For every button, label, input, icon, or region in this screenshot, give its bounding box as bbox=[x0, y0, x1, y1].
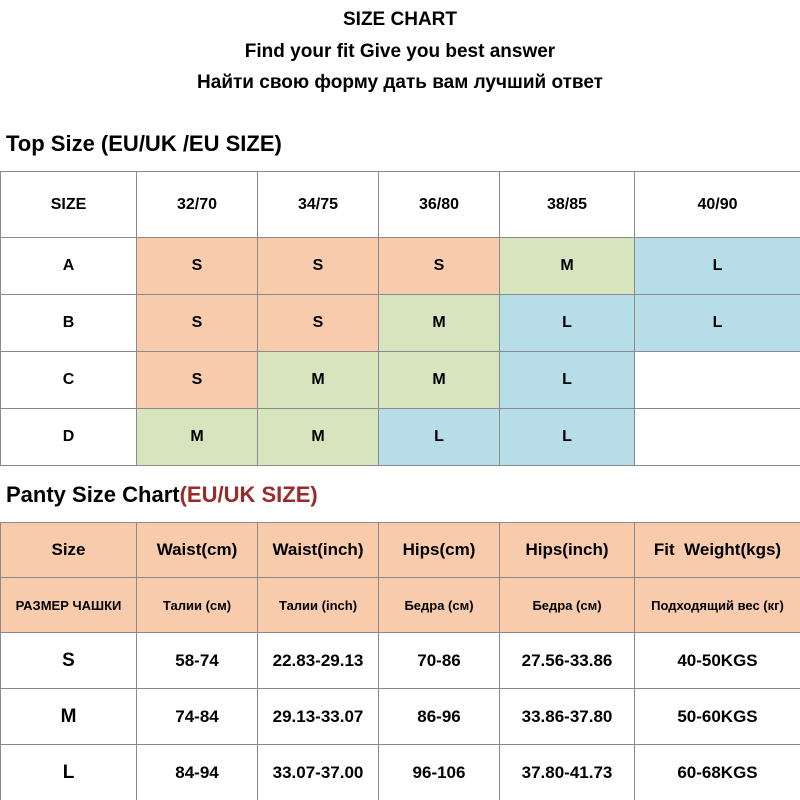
column-header: Бедра (см) bbox=[379, 578, 500, 633]
cup-label: B bbox=[1, 295, 137, 352]
size-cell: M bbox=[379, 295, 500, 352]
size-cell: S bbox=[258, 238, 379, 295]
subtitle-russian: Найти свою форму дать вам лучший ответ bbox=[197, 72, 603, 93]
size-cell: M bbox=[258, 409, 379, 466]
panty-size-table bbox=[0, 522, 800, 800]
top-size-title: Top Size (EU/UK /EU SIZE) bbox=[6, 131, 282, 156]
size-cell: L bbox=[635, 238, 800, 295]
top-size-header-row bbox=[1, 172, 800, 238]
chart-header bbox=[0, 0, 800, 115]
size-cell: L bbox=[500, 352, 635, 409]
empty-cell bbox=[635, 409, 800, 466]
column-header: Waist(inch) bbox=[258, 523, 379, 578]
table-cell: 84-94 bbox=[137, 745, 258, 800]
page-title: SIZE CHART bbox=[343, 9, 457, 30]
panty-title-accent: (EU/UK SIZE) bbox=[179, 482, 318, 507]
size-label: M bbox=[1, 689, 137, 745]
column-header: 40/90 bbox=[635, 172, 800, 238]
table-cell: 74-84 bbox=[137, 689, 258, 745]
table-row bbox=[1, 689, 800, 745]
table-row bbox=[1, 238, 800, 295]
cup-label: D bbox=[1, 409, 137, 466]
panty-title-main: Panty Size Chart bbox=[6, 482, 180, 507]
table-cell: 86-96 bbox=[379, 689, 500, 745]
column-header: Подходящий вес (кг) bbox=[635, 578, 800, 633]
panty-size-title bbox=[0, 468, 800, 522]
size-cell: L bbox=[500, 409, 635, 466]
size-cell: M bbox=[500, 238, 635, 295]
column-header: Waist(cm) bbox=[137, 523, 258, 578]
table-cell: 22.83-29.13 bbox=[258, 633, 379, 689]
size-cell: L bbox=[635, 295, 800, 352]
column-header: Талии (см) bbox=[137, 578, 258, 633]
empty-cell bbox=[635, 352, 800, 409]
column-header: Size bbox=[1, 523, 137, 578]
table-cell: 33.86-37.80 bbox=[500, 689, 635, 745]
panty-header-row-english bbox=[1, 523, 800, 578]
column-header: 32/70 bbox=[137, 172, 258, 238]
size-label: S bbox=[1, 633, 137, 689]
subtitle-english: Find your fit Give you best answer bbox=[244, 41, 556, 62]
column-header: Fit Weight(kgs) bbox=[635, 523, 800, 578]
table-cell: 60-68KGS bbox=[635, 745, 800, 800]
size-cell: M bbox=[137, 409, 258, 466]
size-cell: S bbox=[379, 238, 500, 295]
cup-label: A bbox=[1, 238, 137, 295]
table-row bbox=[1, 295, 800, 352]
column-header: Талии (inch) bbox=[258, 578, 379, 633]
size-cell: S bbox=[137, 352, 258, 409]
table-cell: 40-50KGS bbox=[635, 633, 800, 689]
top-size-table bbox=[0, 171, 800, 466]
size-cell: L bbox=[500, 295, 635, 352]
table-cell: 70-86 bbox=[379, 633, 500, 689]
table-row bbox=[1, 745, 800, 800]
size-cell: S bbox=[137, 238, 258, 295]
column-header: РАЗМЕР ЧАШКИ bbox=[1, 578, 137, 633]
table-cell: 50-60KGS bbox=[635, 689, 800, 745]
table-cell: 58-74 bbox=[137, 633, 258, 689]
table-row bbox=[1, 409, 800, 466]
size-label: L bbox=[1, 745, 137, 800]
column-header: 34/75 bbox=[258, 172, 379, 238]
table-row bbox=[1, 352, 800, 409]
cup-label: C bbox=[1, 352, 137, 409]
size-cell: S bbox=[137, 295, 258, 352]
table-row bbox=[1, 633, 800, 689]
table-cell: 96-106 bbox=[379, 745, 500, 800]
column-header: Hips(inch) bbox=[500, 523, 635, 578]
panty-header-row-russian bbox=[1, 578, 800, 633]
column-header: SIZE bbox=[1, 172, 137, 238]
size-cell: S bbox=[258, 295, 379, 352]
table-cell: 37.80-41.73 bbox=[500, 745, 635, 800]
size-cell: M bbox=[379, 352, 500, 409]
column-header: Бедра (см) bbox=[500, 578, 635, 633]
table-cell: 33.07-37.00 bbox=[258, 745, 379, 800]
size-cell: M bbox=[258, 352, 379, 409]
column-header: 38/85 bbox=[500, 172, 635, 238]
size-cell: L bbox=[379, 409, 500, 466]
table-cell: 27.56-33.86 bbox=[500, 633, 635, 689]
table-cell: 29.13-33.07 bbox=[258, 689, 379, 745]
column-header: 36/80 bbox=[379, 172, 500, 238]
column-header: Hips(cm) bbox=[379, 523, 500, 578]
